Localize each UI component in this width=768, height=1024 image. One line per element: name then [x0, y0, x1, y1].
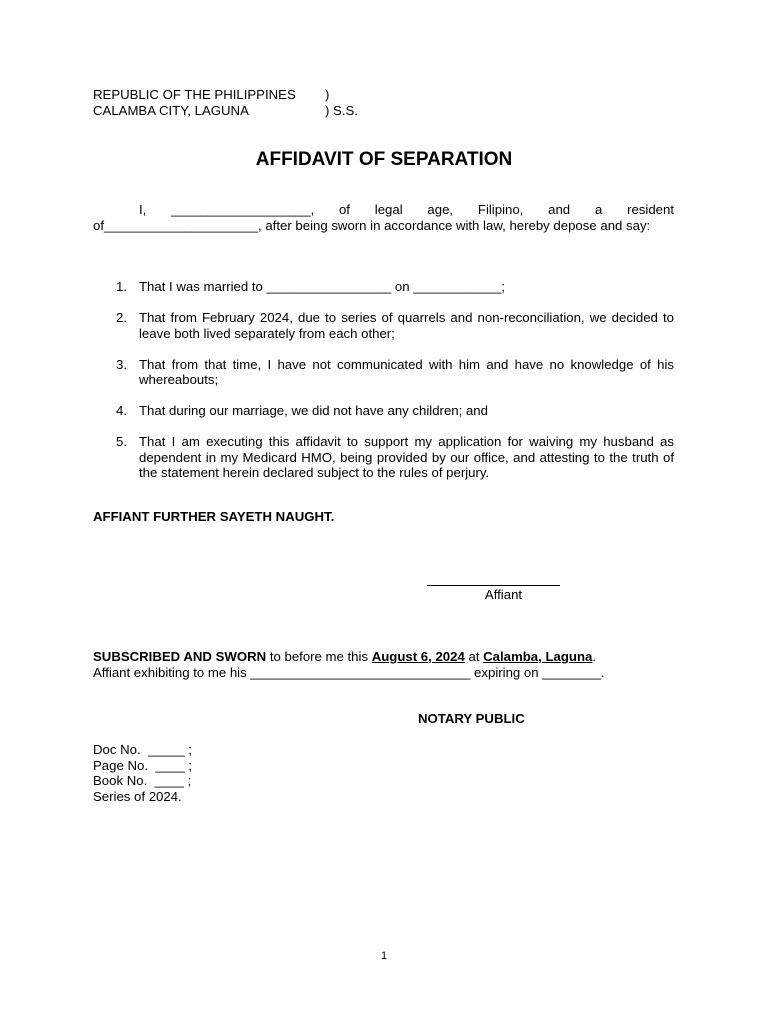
jurat-text: at — [464, 649, 484, 664]
jurat-place: Calamba, Laguna — [483, 649, 593, 664]
item-text: That during our marriage, we did not have any children; and — [139, 403, 488, 418]
list-item — [93, 357, 674, 388]
intro-start: I, — [139, 202, 172, 217]
intro-rest: , of legal age, Filipino, and a resident of_____________________, after being sworn in accordance with law, hereby depose and say: — [93, 202, 674, 233]
series: Series of 2024. — [93, 788, 182, 804]
venue-line-1: REPUBLIC OF THE PHILIPPINES — [93, 87, 296, 102]
document-title: AFFIDAVIT OF SEPARATION — [255, 149, 513, 170]
venue-line-2: CALAMBA CITY, LAGUNA — [93, 102, 249, 118]
intro-paragraph — [93, 202, 674, 233]
item-number: 3. — [116, 356, 127, 372]
venue-paren-2: ) S.S. — [325, 102, 358, 118]
book-no: Book No. ____ ; — [93, 773, 192, 788]
jurat-lead: SUBSCRIBED AND SWORN — [93, 649, 267, 664]
statement-list — [93, 279, 674, 481]
item-number: 2. — [116, 310, 127, 325]
name-blank: ___________________ — [171, 202, 311, 217]
item-text: That from February 2024, due to series of quarrels and non-reconciliation, we decided to leave both lived separately from each other; — [139, 310, 674, 341]
jurat-date: August 6, 2024 — [371, 649, 465, 664]
item-number: 4. — [116, 403, 127, 418]
item-text: That from that time, I have not communicated with him and have no knowledge of his whereabouts; — [139, 356, 674, 387]
venue-block — [93, 87, 358, 118]
list-item — [93, 403, 674, 419]
item-number: 1. — [116, 279, 127, 294]
page-no: Page No. ____ ; — [93, 757, 192, 773]
page-number: 1 — [380, 950, 388, 962]
item-number: 5. — [116, 434, 127, 449]
affiant-label: Affiant — [484, 587, 523, 602]
closing-statement: AFFIANT FURTHER SAYETH NAUGHT. — [93, 509, 335, 524]
list-item — [93, 279, 674, 295]
signature-line — [427, 573, 560, 586]
list-item — [93, 310, 674, 341]
jurat-text: to before me this — [266, 649, 372, 664]
venue-paren-1: ) — [325, 87, 330, 102]
jurat-paragraph — [93, 649, 674, 680]
item-text: That I was married to _________________ on ____________; — [139, 279, 505, 294]
notary-public-label: NOTARY PUBLIC — [418, 711, 525, 726]
jurat-id-line: Affiant exhibiting to me his ______________________________ expiring on ________. — [93, 664, 605, 680]
doc-no: Doc No. _____ ; — [93, 742, 192, 757]
item-text: That I am executing this affidavit to support my application for waiving my husband as dependent in my Medicard HMO, being provided by our office, and attesting to the truth of the statement herein declared subject to the rules of perjury. — [139, 434, 674, 480]
jurat-text: . — [592, 649, 597, 664]
doc-info — [93, 742, 192, 804]
list-item — [93, 434, 674, 481]
